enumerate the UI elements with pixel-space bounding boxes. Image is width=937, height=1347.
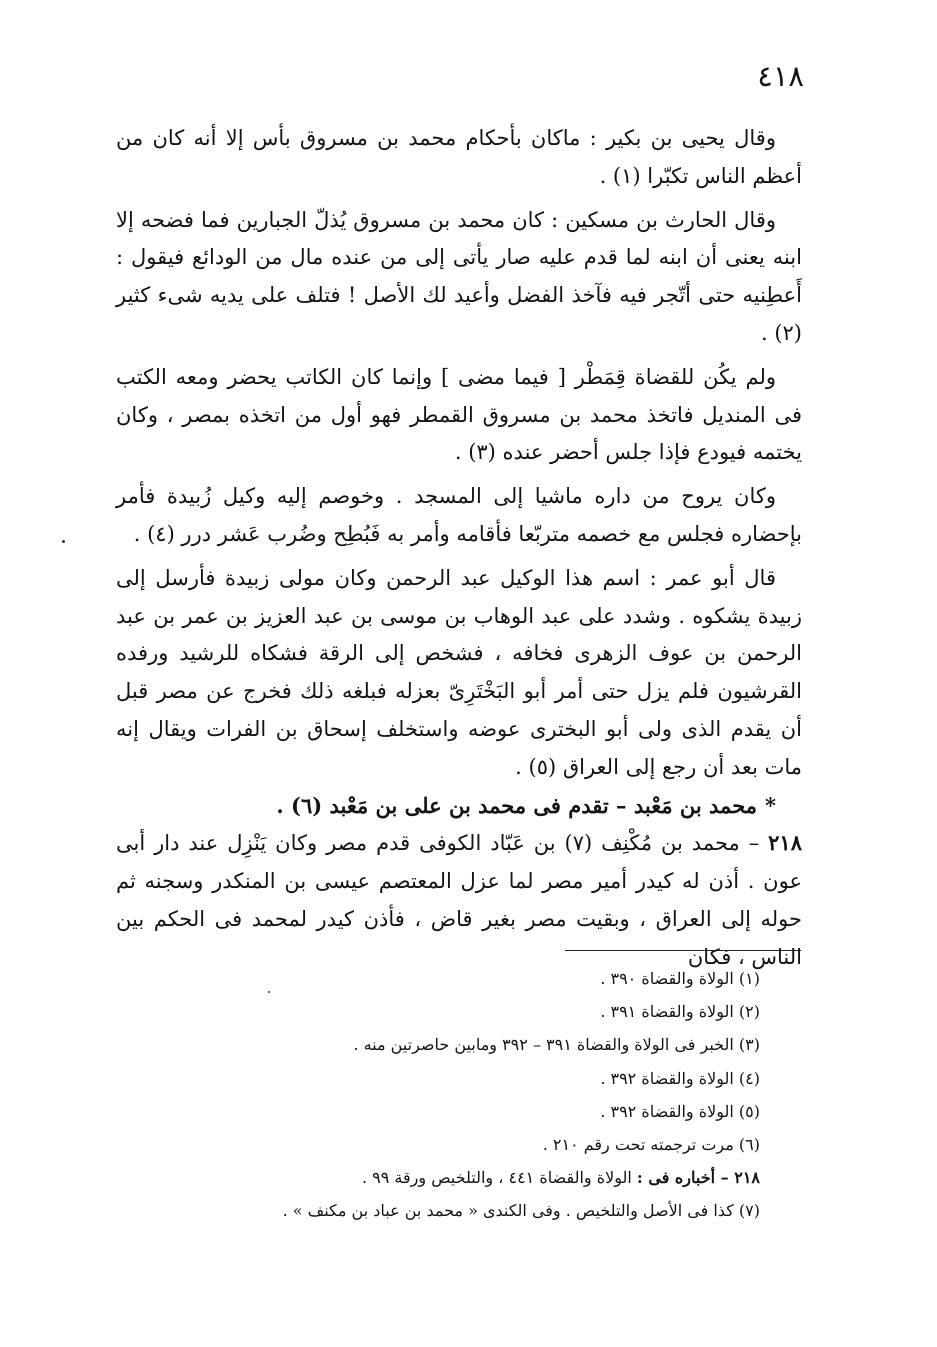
heading-text: محمد بن مَعْبد – تقدم فى محمد بن على بن مَعْبد (٦) . — [276, 792, 758, 818]
footnote-text: الولاة والقضاة ٣٩٢ . — [600, 1101, 734, 1121]
footnote — [130, 1028, 760, 1061]
footnote — [130, 1062, 760, 1095]
footnote — [130, 995, 760, 1028]
footnote — [130, 1095, 760, 1128]
page-number: ٤١٨ — [757, 59, 804, 93]
footnote-text: الولاة والقضاة ٤٤١ ، والتلخيص ورقة ٩٩ . — [361, 1168, 632, 1188]
footnote-text: الخبر فى الولاة والقضاة ٣٩١ – ٣٩٢ ومابين حاصرتين منه . — [353, 1035, 734, 1055]
footnote-label: ٢١٨ – أخباره فى : — [636, 1168, 760, 1188]
footnote-text: الولاة والقضاة ٣٩٢ . — [600, 1068, 734, 1088]
footnote-label: (٤) — [738, 1068, 760, 1088]
footnote-text: مرت ترجمته تحت رقم ٢١٠ . — [542, 1135, 734, 1155]
paragraph: وقال يحيى بن بكير : ماكان بأحكام محمد بن مسروق بأس إلا أنه كان من أعظم الناس تكبّرا (١) . — [116, 126, 802, 188]
footnotes — [130, 962, 760, 1228]
biography-entry — [116, 824, 802, 976]
entry-text: – محمد بن مُكْنِف (٧) بن عَبّاد الكوفى قدم مصر وكان يَنْزِل عند دار أبى عون . أذن له كيدر أمير مصر لما عزل المعتصم عيسى بن المنكدر وسجنه ثم حوله إلى العراق ، وبقيت مصر بغير قاض ، فأذن كيدر لمحمد فى الحكم بين الناس ، فكان — [116, 831, 802, 969]
footnote — [130, 1128, 760, 1161]
footnote — [130, 962, 760, 995]
footnote-label: (٢) — [738, 1002, 760, 1022]
footnote-label: (٧) — [738, 1201, 760, 1221]
footnote-label: (١) — [738, 969, 760, 988]
footnote-divider — [565, 950, 801, 951]
scan-speck — [268, 991, 270, 993]
footnote-text: كذا فى الأصل والتلخيص . وفى الكندى « محمد بن عباد بن مكنف » . — [282, 1201, 734, 1221]
footnote-label: (٥) — [738, 1101, 760, 1121]
heading-star: * — [765, 792, 776, 818]
paragraph: ولم يكُن للقضاة قِمَطْر [ فيما مضى ] وإنما كان الكاتب يحضر ومعه الكتب فى المنديل فاتخذ محمد بن مسروق القمطر فهو أول من اتخذه بمصر ، وكان يختمه فيودع فإذا جلس أحضر عنده (٣) . — [116, 364, 802, 465]
entry-number: ٢١٨ — [768, 830, 802, 856]
footnote-entry-sources — [130, 1161, 760, 1194]
section-heading — [116, 787, 802, 825]
paragraph: وكان يروح من داره ماشيا إلى المسجد . وخوصم إليه وكيل زُبيدة فأمر بإحضاره فجلس مع خصمه متربّعا فأقامه وأمر به فَبُطِح وضُرب عَشر درر (٤) . — [116, 484, 802, 546]
footnote-label: (٦) — [738, 1135, 760, 1155]
main-text — [116, 120, 802, 977]
footnote-text: الولاة والقضاة ٣٩١ . — [600, 1002, 734, 1022]
scan-speck — [62, 540, 65, 543]
footnote-label: (٣) — [738, 1035, 760, 1055]
footnote — [130, 1194, 760, 1227]
paragraph: وقال الحارث بن مسكين : كان محمد بن مسروق يُذلّ الجبارين فما فضحه إلا ابنه يعنى أن ابنه لما قدم عليه صار يأتى إلى من عنده مال من الودائع فيقول : أَعطِنيه حتى أتّجر فيه فآخذ الفضل وأعيد لك الأصل ! فتلف على يديه شىء كثير (٢) . — [116, 207, 802, 345]
footnote-text: الولاة والقضاة ٣٩٠ . — [600, 969, 734, 988]
paragraph: قال أبو عمر : اسم هذا الوكيل عبد الرحمن وكان مولى زبيدة فأرسل إلى زبيدة يشكوه . وشدد على عبد الوهاب بن موسى بن عبد العزيز بن عمر بن عبد الرحمن بن عوف الزهرى فخافه ، فشخص إلى الرقة فشكاه للرشيد ورفده القرشيون فلم يزل حتى أمر أبو البَخْتَرِىّ بعزله فبلغه ذلك فخرج عن مصر قبل أن يقدم الذى ولى أبو البخترى عوضه واستخلف إسحاق بن الفرات ويقال إنه مات بعد أن رجع إلى العراق (٥) . — [116, 565, 802, 779]
